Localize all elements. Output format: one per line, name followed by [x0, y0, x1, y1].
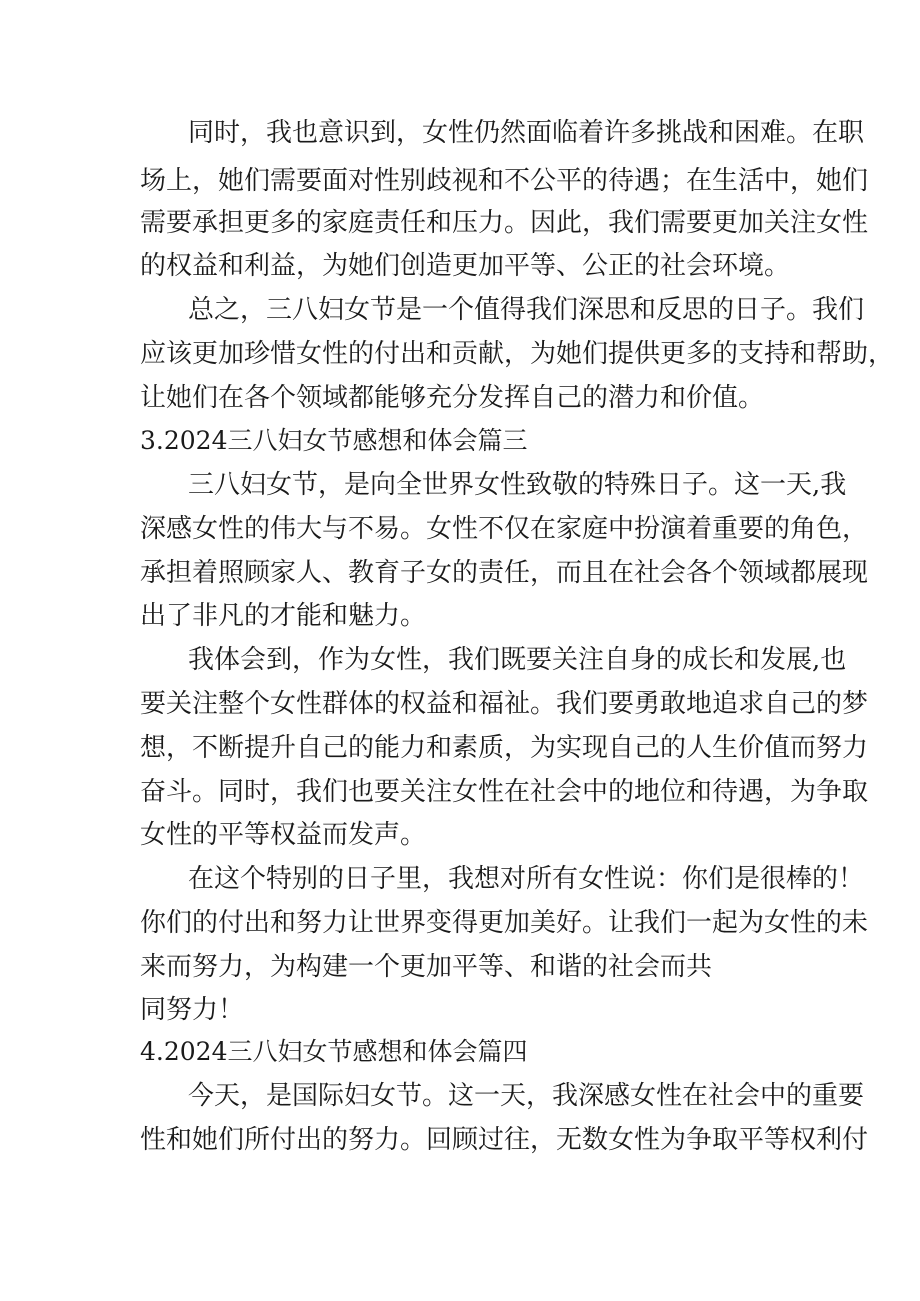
paragraph-line: 场上，她们需要面对性别歧视和不公平的待遇；在生活中，她们 [140, 166, 869, 196]
paragraph-line: 三八妇女节，是向全世界女性致敬的特殊日子。这一天,我 [188, 470, 847, 500]
paragraph-line: 奋斗。同时，我们也要关注女性在社会中的地位和待遇，为争取 [140, 777, 869, 807]
section-heading: 4.2024三八妇女节感想和体会篇四 [140, 1037, 528, 1066]
paragraph-line: 性和她们所付出的努力。回顾过往，无数女性为争取平等权利付 [140, 1125, 869, 1155]
paragraph-line: 女性的平等权益而发声。 [140, 820, 427, 850]
paragraph-line: 同努力！ [140, 995, 245, 1025]
paragraph-line: 深感女性的伟大与不易。女性不仅在家庭中扮演着重要的角色， [140, 514, 869, 544]
paragraph-line: 要关注整个女性群体的权益和福祉。我们要勇敢地追求自己的梦 [140, 689, 869, 719]
paragraph-line: 承担着照顾家人、教育子女的责任，而且在社会各个领域都展现 [140, 558, 869, 588]
paragraph-line: 出了非凡的才能和魅力。 [140, 601, 427, 631]
paragraph-line: 在这个特别的日子里，我想对所有女性说：你们是很棒的！ [188, 864, 865, 894]
paragraph-line: 应该更加珍惜女性的付出和贡献，为她们提供更多的支持和帮助， [140, 339, 895, 369]
paragraph-line: 今天，是国际妇女节。这一天，我深感女性在社会中的重要 [188, 1081, 865, 1111]
paragraph-line: 的权益和利益，为她们创造更加平等、公正的社会环境。 [140, 251, 791, 281]
paragraph-line: 来而努力，为构建一个更加平等、和谐的社会而共 [140, 952, 713, 982]
paragraph-line: 让她们在各个领域都能够充分发挥自己的潜力和价值。 [140, 383, 765, 413]
paragraph-line: 我体会到，作为女性，我们既要关注自身的成长和发展,也 [188, 645, 847, 675]
paragraph-line: 你们的付出和努力让世界变得更加美好。让我们一起为女性的未 [140, 908, 869, 938]
section-heading: 3.2024三八妇女节感想和体会篇三 [140, 426, 528, 455]
paragraph-line: 同时，我也意识到，女性仍然面临着许多挑战和困难。在职 [188, 118, 865, 148]
paragraph-line: 需要承担更多的家庭责任和压力。因此，我们需要更加关注女性 [140, 208, 869, 238]
paragraph-line: 想，不断提升自己的能力和素质，为实现自己的人生价值而努力 [140, 733, 869, 763]
paragraph-line: 总之，三八妇女节是一个值得我们深思和反思的日子。我们 [188, 295, 865, 325]
